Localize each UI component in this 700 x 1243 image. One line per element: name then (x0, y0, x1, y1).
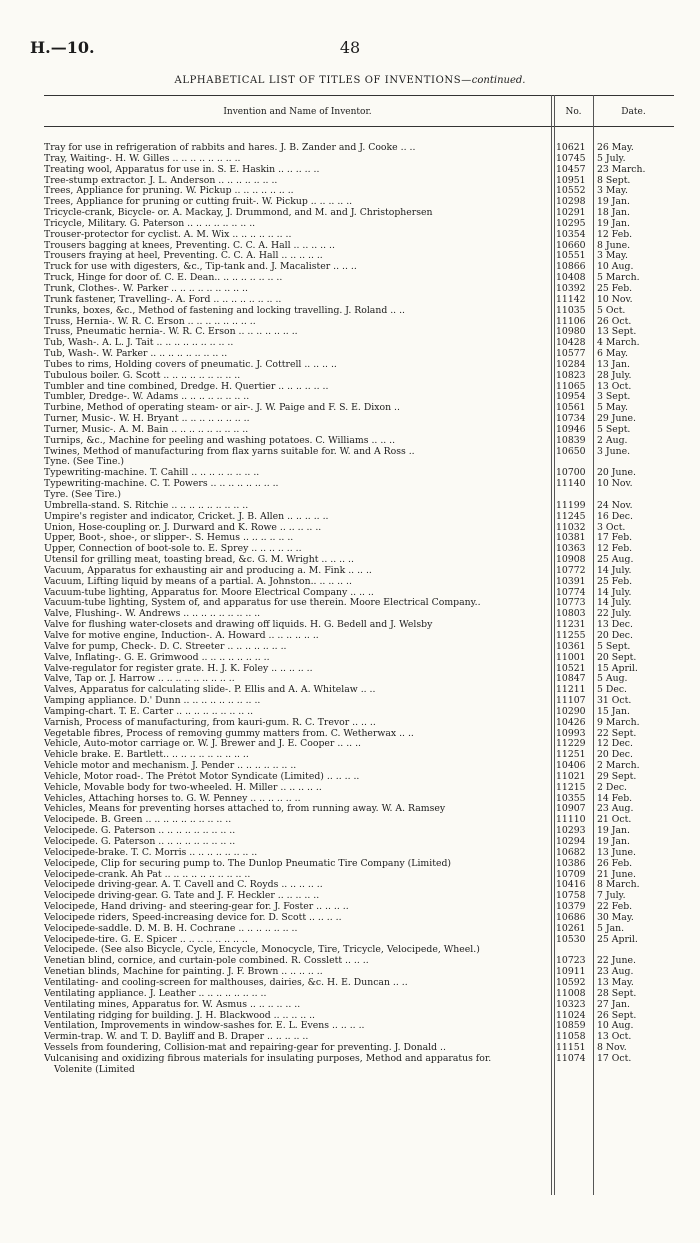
invention-title: Varnish, Process of manufacturing, from kauri-gum. R. C. Trevor .. .. .. (44, 717, 376, 728)
patent-date: 3 May. (597, 185, 628, 197)
patent-date: 22 June. (597, 955, 636, 967)
table-row (44, 783, 674, 794)
invention-title: Vulcanising and oxidizing fibrous materials for insulating purposes, Method and apparatus for. (44, 1053, 492, 1064)
invention-title: Velocipede-crank. Ah Pat .. .. .. .. .. .. .. .. .. .. (44, 869, 251, 880)
patent-number: 10521 (556, 662, 586, 674)
invention-title: Ventilation, Improvements in window-sashes for. E. L. Evens .. .. .. .. (44, 1021, 365, 1032)
table-row (44, 512, 674, 523)
invention-title: Turnips, &c., Machine for peeling and washing potatoes. C. Williams .. .. .. (44, 435, 396, 446)
column-header-number: No. (565, 107, 582, 117)
invention-title: Trees, Appliance for pruning or cutting fruit-. W. Pickup .. .. .. .. .. (44, 197, 353, 208)
invention-title: Tub, Wash-. A. L. J. Tait .. .. .. .. .. .. .. .. .. (44, 338, 234, 349)
invention-title: Vacuum-tube lighting, System of, and apparatus for use therein. Moore Electrical Company.. (44, 598, 481, 609)
patent-number: 10363 (556, 543, 586, 555)
patent-number: 11151 (556, 1042, 586, 1054)
patent-date: 7 July. (597, 890, 626, 902)
page-number: 48 (339, 38, 361, 57)
patent-number: 10530 (556, 933, 586, 945)
patent-date: 5 Oct. (597, 304, 626, 316)
page-code: H.—10. (30, 38, 95, 57)
patent-date: 27 Jan. (597, 998, 630, 1010)
patent-number: 10561 (556, 402, 586, 414)
invention-title: Velocipede, Clip for securing pump to. The Dunlop Pneumatic Tire Company (Limited) (44, 858, 452, 869)
invention-title: Tyre. (See Tire.) (44, 490, 121, 500)
patent-date: 12 Feb. (597, 543, 633, 555)
patent-number: 10381 (556, 532, 586, 544)
running-title-suffix: continued. (471, 75, 526, 86)
patent-date: 4 March. (597, 337, 640, 349)
invention-title: Velocipede driving-gear. A. T. Cavell and C. Royds .. .. .. .. .. (44, 880, 323, 891)
patent-date: 2 March. (597, 760, 640, 772)
patent-number: 10295 (556, 217, 586, 229)
invention-title: Tricycle-crank, Bicycle- or. A. Mackay, J. Drummond, and M. and J. Christophersen (44, 208, 433, 219)
invention-title: Velocipede. (See also Bicycle, Cycle, Encycle, Monocycle, Tire, Tricycle, Velocipede, Wheel.) (44, 945, 480, 956)
patent-date: 5 Sept. (597, 640, 631, 652)
patent-date: 3 Oct. (597, 521, 626, 533)
patent-number: 11245 (556, 510, 586, 522)
invention-title: Valve, Inflating-. G. E. Grimwood .. .. .. .. .. .. .. .. (44, 652, 270, 663)
patent-date: 6 May. (597, 348, 628, 360)
invention-title: Vehicles, Means for preventing horses attached to, from running away. W. A. Ramsey (44, 804, 446, 815)
invention-title: Tray for use in refrigeration of rabbits and hares. J. B. Zander and J. Cooke .. .. (44, 143, 416, 153)
invention-title: Truck for use with digesters, &c., Tip-tank and. J. Macalister .. .. .. (44, 262, 357, 273)
invention-title: Trousers bagging at knees, Preventing. C. C. A. Hall .. .. .. .. .. (44, 240, 335, 251)
patent-number: 11199 (556, 499, 586, 511)
invention-title: Trunk fastener, Travelling-. A. Ford .. .. .. .. .. .. .. .. (44, 294, 282, 305)
table-row (44, 935, 674, 946)
invention-title: Ventilating ridging for building. J. H. Blackwood .. .. .. .. .. (44, 1010, 316, 1021)
patent-number: 10774 (556, 586, 586, 598)
invention-title: Turner, Music-. A. M. Bain .. .. .. .. .. .. .. .. .. (44, 424, 249, 435)
patent-number: 10293 (556, 825, 586, 837)
table-row (44, 479, 674, 490)
table-row (44, 165, 674, 176)
patent-number: 10946 (556, 423, 586, 435)
patent-number: 10294 (556, 836, 586, 847)
patent-number: 10758 (556, 890, 586, 902)
patent-date: 2 Aug. (597, 434, 628, 446)
invention-title: Velocipede. B. Green .. .. .. .. .. .. .. .. .. .. (44, 815, 232, 826)
patent-number: 10745 (556, 152, 586, 164)
patent-number: 10650 (556, 445, 586, 457)
patent-number: 10284 (556, 358, 586, 370)
patent-number: 10907 (556, 803, 586, 815)
patent-number: 10426 (556, 716, 586, 728)
column-header-invention: Invention and Name of Inventor. (223, 107, 372, 117)
patent-date: 13 Jan. (597, 358, 630, 370)
entries-list (44, 143, 674, 1076)
patent-number: 11110 (556, 814, 586, 826)
invention-title: Typewriting-machine. C. T. Powers .. .. .. .. .. .. .. .. (44, 479, 279, 490)
table-row (44, 924, 674, 935)
patent-date: 13 Oct. (597, 380, 632, 392)
patent-number: 11140 (556, 478, 586, 490)
patent-date: 15 Jan. (597, 705, 630, 717)
patent-number: 10723 (556, 955, 586, 967)
invention-title: Ventilating mines, Apparatus for. W. Asmus .. .. .. .. .. .. (44, 999, 301, 1010)
invention-title: Velocipede. G. Paterson .. .. .. .. .. .. .. .. .. (44, 837, 236, 847)
patent-date: 20 June. (597, 467, 636, 479)
patent-date: 31 Oct. (597, 695, 632, 707)
invention-title: Vegetable fibres, Process of removing gummy matters from. C. Wetherwax .. .. (44, 728, 414, 739)
patent-number: 10866 (556, 261, 586, 273)
patent-number: 10823 (556, 369, 586, 381)
patent-date: 8 Sept. (597, 174, 631, 186)
patent-date: 22 July. (597, 608, 632, 620)
patent-number: 10700 (556, 467, 586, 479)
patent-date: 23 Aug. (597, 803, 634, 815)
patent-number: 10379 (556, 901, 586, 913)
patent-number: 11035 (556, 304, 586, 316)
patent-date: 22 Feb. (597, 901, 633, 913)
table-row (44, 230, 674, 241)
patent-date: 3 Sept. (597, 391, 631, 403)
patent-date: 28 July. (597, 369, 632, 381)
patent-number: 11106 (556, 315, 586, 327)
table-top-rule (44, 95, 674, 96)
header-bottom-rule (44, 126, 674, 127)
patent-date: 17 Feb. (597, 532, 633, 544)
invention-title: Twines, Method of manufacturing from flax yarns suitable for. W. and A Ross .. (44, 446, 415, 457)
table-row (44, 718, 674, 729)
invention-title: Trunks, boxes, &c., Method of fastening and locking travelling. J. Roland .. .. (44, 305, 406, 316)
patent-date: 8 March. (597, 879, 640, 891)
table-row (44, 371, 674, 382)
patent-date: 17 Oct. (597, 1052, 632, 1064)
patent-number: 10416 (556, 879, 586, 891)
invention-title: Umbrella-stand. S. Ritchie .. .. .. .. .. .. .. .. .. (44, 500, 249, 511)
patent-date: 8 June. (597, 239, 631, 251)
patent-date: 14 July. (597, 597, 632, 609)
patent-date: 5 Aug. (597, 673, 628, 685)
patent-number: 11074 (556, 1052, 586, 1064)
patent-number: 10621 (556, 142, 586, 153)
patent-date: 25 Feb. (597, 282, 633, 294)
patent-number: 11008 (556, 987, 586, 999)
table-row (44, 1065, 674, 1076)
invention-title: Vamping-chart. T. E. Carter .. .. .. .. .. .. .. .. .. (44, 706, 254, 717)
invention-title: Tyne. (See Tine.) (44, 457, 125, 468)
patent-number: 10980 (556, 326, 586, 338)
patent-number: 10954 (556, 391, 586, 403)
invention-title: Valve for flushing water-closets and drawing off liquids. H. G. Bedell and J. Welsby (44, 620, 433, 631)
patent-number: 10660 (556, 239, 586, 251)
invention-title: Tree-stump extractor. J. L. Anderson .. .. .. .. .. .. .. (44, 175, 278, 186)
patent-number: 11058 (556, 1031, 586, 1043)
invention-title: Umpire's register and indicator, Cricket. J. B. Allen .. .. .. .. .. (44, 511, 329, 522)
invention-title: Typewriting-machine. T. Cahill .. .. .. .. .. .. .. .. (44, 468, 260, 479)
table-row (44, 1054, 674, 1065)
patent-date: 25 Aug. (597, 554, 634, 566)
inventions-table (44, 95, 674, 1195)
page-header (20, 38, 680, 62)
patent-number: 10908 (556, 554, 586, 566)
patent-date: 8 Nov. (597, 1042, 627, 1054)
patent-date: 10 Nov. (597, 478, 633, 490)
patent-date: 18 Jan. (597, 207, 630, 219)
patent-date: 5 Dec. (597, 684, 627, 696)
patent-number: 11215 (556, 781, 586, 793)
patent-date: 23 March. (597, 163, 646, 175)
patent-date: 29 Sept. (597, 770, 637, 782)
invention-title: Venetian blind, cornice, and curtain-pole combined. R. Cosslett .. .. .. (44, 956, 369, 967)
patent-number: 10847 (556, 673, 586, 685)
patent-date: 20 Dec. (597, 749, 633, 761)
patent-number: 10406 (556, 760, 586, 772)
invention-title: Velocipede-brake. T. C. Morris .. .. .. .. .. .. .. .. (44, 847, 258, 858)
patent-number: 10386 (556, 857, 586, 869)
patent-number: 10803 (556, 608, 586, 620)
patent-number: 11142 (556, 293, 586, 305)
patent-date: 30 May. (597, 911, 634, 923)
running-title-text: ALPHABETICAL LIST OF TITLES OF INVENTIONS— (174, 75, 472, 86)
invention-title: Valve for pump, Check-. D. C. Streeter .. .. .. .. .. .. .. (44, 641, 287, 652)
patent-date: 25 Feb. (597, 575, 633, 587)
patent-number: 11024 (556, 1009, 586, 1021)
patent-number: 10290 (556, 705, 586, 717)
patent-number: 10457 (556, 163, 586, 175)
patent-number: 11107 (556, 695, 586, 707)
patent-date: 19 Jan. (597, 836, 630, 847)
patent-number: 11021 (556, 770, 586, 782)
table-row (44, 447, 674, 458)
invention-title: Vacuum, Apparatus for exhausting air and producing a. M. Fink .. .. .. (44, 565, 372, 576)
patent-date: 12 Dec. (597, 738, 633, 750)
table-row (44, 859, 674, 870)
patent-number: 11065 (556, 380, 586, 392)
invention-title: Valve, Tap or. J. Harrow .. .. .. .. .. .. .. .. .. (44, 674, 235, 685)
patent-date: 22 Sept. (597, 727, 637, 739)
invention-title: Ventilating- and cooling-screen for malthouses, dairies, &c. H. E. Duncan .. .. (44, 977, 408, 988)
patent-date: 19 Jan. (597, 217, 630, 229)
invention-title: Truss, Hernia-. W. R. C. Erson .. .. .. .. .. .. .. .. (44, 316, 256, 327)
patent-number: 10391 (556, 575, 586, 587)
patent-number: 10354 (556, 228, 586, 240)
invention-title: Upper, Connection of boot-sole to. E. Sprey .. .. .. .. .. .. (44, 544, 302, 555)
patent-date: 29 June. (597, 413, 636, 425)
invention-title: Trunk, Clothes-. W. Parker .. .. .. .. .. .. .. .. .. (44, 283, 248, 294)
invention-title: Velocipede-tire. G. E. Spicer .. .. .. .. .. .. .. .. (44, 934, 248, 945)
patent-number: 10361 (556, 640, 586, 652)
invention-title: Vehicles, Attaching horses to. G. W. Penney .. .. .. .. .. .. (44, 793, 301, 804)
running-title (0, 75, 700, 86)
patent-number: 10408 (556, 272, 586, 284)
invention-title: Tubes to rims, Holding covers of pneumatic. J. Cottrell .. .. .. .. (44, 359, 337, 370)
invention-title: Turner, Music-. W. H. Bryant .. .. .. .. .. .. .. .. (44, 414, 250, 425)
patent-date: 10 Aug. (597, 1020, 634, 1032)
patent-date: 16 Dec. (597, 510, 633, 522)
invention-title: Tumbler, Dredge-. W. Adams .. .. .. .. .. .. .. .. (44, 392, 250, 403)
invention-title: Utensil for grilling meat, toasting bread, &c. G. M. Wright .. .. .. .. (44, 555, 354, 566)
invention-title: Upper, Boot-, shoe-, or slipper-. S. Hemus .. .. .. .. .. .. (44, 533, 294, 544)
column-header-date: Date. (621, 107, 646, 117)
patent-number: 10592 (556, 976, 586, 988)
patent-date: 20 Sept. (597, 651, 637, 663)
invention-title: Vacuum, Lifting liquid by means of a partial. A. Johnston.. .. .. .. .. (44, 576, 352, 587)
patent-number: 11001 (556, 651, 586, 663)
patent-date: 13 Dec. (597, 619, 633, 631)
patent-date: 14 July. (597, 564, 632, 576)
invention-title: Tray, Waiting-. H. W. Gilles .. .. .. .. .. .. .. .. (44, 153, 241, 164)
patent-date: 19 Jan. (597, 196, 630, 208)
invention-title: Trouser-protector for cyclist. A. M. Wix .. .. .. .. .. .. .. (44, 229, 292, 240)
patent-number: 10911 (556, 966, 586, 978)
patent-number: 10993 (556, 727, 586, 739)
invention-title: Vessels from foundering, Collision-mat and repairing-gear for preventing. J. Donald .. (44, 1043, 446, 1054)
patent-number: 10577 (556, 348, 586, 360)
patent-number: 11229 (556, 738, 586, 750)
patent-number: 10773 (556, 597, 586, 609)
invention-title: Valve, Flushing-. W. Andrews .. .. .. .. .. .. .. .. .. (44, 609, 261, 620)
invention-title: Vehicle, Movable body for two-wheeled. H. Miller .. .. .. .. .. (44, 782, 322, 793)
table-row (44, 306, 674, 317)
patent-date: 14 Feb. (597, 792, 633, 804)
invention-title: Vamping appliance. D.' Dunn .. .. .. .. .. .. .. .. .. (44, 696, 261, 707)
patent-date: 21 Oct. (597, 814, 632, 826)
patent-number: 10551 (556, 250, 586, 262)
patent-number: 11231 (556, 619, 586, 631)
patent-number: 10428 (556, 337, 586, 349)
patent-date: 15 April. (597, 662, 638, 674)
patent-number: 10291 (556, 207, 586, 219)
patent-date: 19 Jan. (597, 825, 630, 837)
invention-title: Tubulous boiler. G. Scott .. .. .. .. .. .. .. .. .. (44, 370, 241, 381)
patent-date: 13 June. (597, 846, 636, 858)
patent-date: 12 Feb. (597, 228, 633, 240)
patent-date: 2 Dec. (597, 781, 627, 793)
patent-number: 10839 (556, 434, 586, 446)
patent-number: 10298 (556, 196, 586, 208)
patent-date: 5 March. (597, 272, 640, 284)
patent-number: 10682 (556, 846, 586, 858)
patent-date: 3 May. (597, 250, 628, 262)
invention-title: Volenite (Limited (54, 1064, 135, 1075)
patent-date: 13 Oct. (597, 1031, 632, 1043)
invention-title: Venetian blinds, Machine for painting. J. F. Brown .. .. .. .. .. (44, 967, 323, 978)
table-row (44, 436, 674, 447)
invention-title: Vehicle, Motor road-. The Prétot Motor Syndicate (Limited) .. .. .. .. (44, 771, 360, 782)
invention-title: Vehicle motor and mechanism. J. Pender .. .. .. .. .. .. .. (44, 761, 297, 772)
invention-title: Truck, Hinge for door of. C. E. Dean.. .. .. .. .. .. .. .. (44, 273, 283, 284)
patent-date: 21 June. (597, 868, 636, 880)
invention-title: Turbine, Method of operating steam- or air-. J. W. Paige and F. S. E. Dixon .. (44, 403, 400, 414)
invention-title: Union, Hose-coupling or. J. Durward and K. Rowe .. .. .. .. .. (44, 522, 322, 533)
patent-date: 13 Sept. (597, 326, 637, 338)
invention-title: Valves, Apparatus for calculating slide-. P. Ellis and A. A. Whitelaw .. .. (44, 685, 376, 696)
patent-number: 10261 (556, 922, 586, 934)
patent-date: 26 Sept. (597, 1009, 637, 1021)
invention-title: Velocipede. G. Paterson .. .. .. .. .. .. .. .. .. (44, 826, 236, 837)
patent-date: 23 Aug. (597, 966, 634, 978)
invention-title: Treating wool, Apparatus for use in. S. E. Haskin .. .. .. .. .. (44, 164, 320, 175)
invention-title: Valve-regulator for register grate. H. J. K. Foley .. .. .. .. .. (44, 663, 313, 674)
invention-title: Tricycle, Military. G. Paterson .. .. .. .. .. .. .. .. (44, 218, 256, 229)
patent-number: 10392 (556, 282, 586, 294)
patent-number: 10686 (556, 911, 586, 923)
invention-title: Vehicle brake. E. Bartlett.. .. .. .. .. .. .. .. .. .. (44, 750, 249, 761)
patent-date: 10 Nov. (597, 293, 633, 305)
patent-number: 11032 (556, 521, 586, 533)
patent-date: 14 July. (597, 586, 632, 598)
patent-number: 10355 (556, 792, 586, 804)
patent-date: 26 Feb. (597, 857, 633, 869)
table-row (44, 1000, 674, 1011)
invention-title: Tub, Wash-. W. Parker .. .. .. .. .. .. .. .. .. (44, 349, 228, 360)
patent-date: 20 Dec. (597, 629, 633, 641)
patent-date: 13 May. (597, 976, 634, 988)
patent-number: 10859 (556, 1020, 586, 1032)
patent-date: 5 Jan. (597, 922, 625, 934)
patent-number: 10772 (556, 564, 586, 576)
invention-title: Truss, Pneumatic hernia-. W. R. C. Erson .. .. .. .. .. .. .. (44, 327, 298, 338)
patent-date: 5 Sept. (597, 423, 631, 435)
patent-date: 9 March. (597, 716, 640, 728)
table-row (44, 653, 674, 664)
patent-date: 24 Nov. (597, 499, 633, 511)
patent-number: 11251 (556, 749, 586, 761)
patent-date: 26 May. (597, 142, 634, 153)
invention-title: Valve for motive engine, Induction-. A. Howard .. .. .. .. .. .. (44, 630, 319, 641)
patent-date: 25 April. (597, 933, 638, 945)
invention-title: Vehicle, Auto-motor carriage or. W. J. Brewer and J. E. Cooper .. .. .. (44, 739, 361, 750)
invention-title: Trousers fraying at heel, Preventing. C. C. A. Hall .. .. .. .. .. (44, 251, 323, 262)
patent-date: 5 May. (597, 402, 628, 414)
invention-title: Tumbler and tine combined, Dredge. H. Quertier .. .. .. .. .. .. (44, 381, 329, 392)
patent-date: 5 July. (597, 152, 626, 164)
patent-date: 28 Sept. (597, 987, 637, 999)
invention-title: Velocipede driving-gear. G. Tate and J. F. Heckler .. .. .. .. .. (44, 891, 320, 902)
patent-number: 11255 (556, 629, 586, 641)
patent-date: 10 Aug. (597, 261, 634, 273)
patent-number: 10734 (556, 413, 586, 425)
patent-number: 10552 (556, 185, 586, 197)
patent-number: 11211 (556, 684, 586, 696)
patent-date: 26 Oct. (597, 315, 632, 327)
patent-number: 10323 (556, 998, 586, 1010)
invention-title: Vacuum-tube lighting, Apparatus for. Moore Electrical Company .. .. .. (44, 587, 374, 598)
invention-title: Velocipede, Hand driving- and steering-gear for. J. Foster .. .. .. .. (44, 902, 349, 913)
table-row (44, 577, 674, 588)
patent-number: 10709 (556, 868, 586, 880)
patent-number: 10951 (556, 174, 586, 186)
patent-date: 3 June. (597, 445, 631, 457)
invention-title: Velocipede-saddle. D. M. B. H. Cochrane .. .. .. .. .. .. .. (44, 923, 298, 934)
invention-title: Vermin-trap. W. and T. D. Bayliff and B. Draper .. .. .. .. .. (44, 1032, 309, 1043)
invention-title: Ventilating appliance. J. Leather .. .. .. .. .. .. .. .. (44, 988, 267, 999)
invention-title: Trees, Appliance for pruning. W. Pickup .. .. .. .. .. .. .. (44, 186, 294, 197)
invention-title: Velocipede riders, Speed-increasing device for. D. Scott .. .. .. .. (44, 912, 342, 923)
